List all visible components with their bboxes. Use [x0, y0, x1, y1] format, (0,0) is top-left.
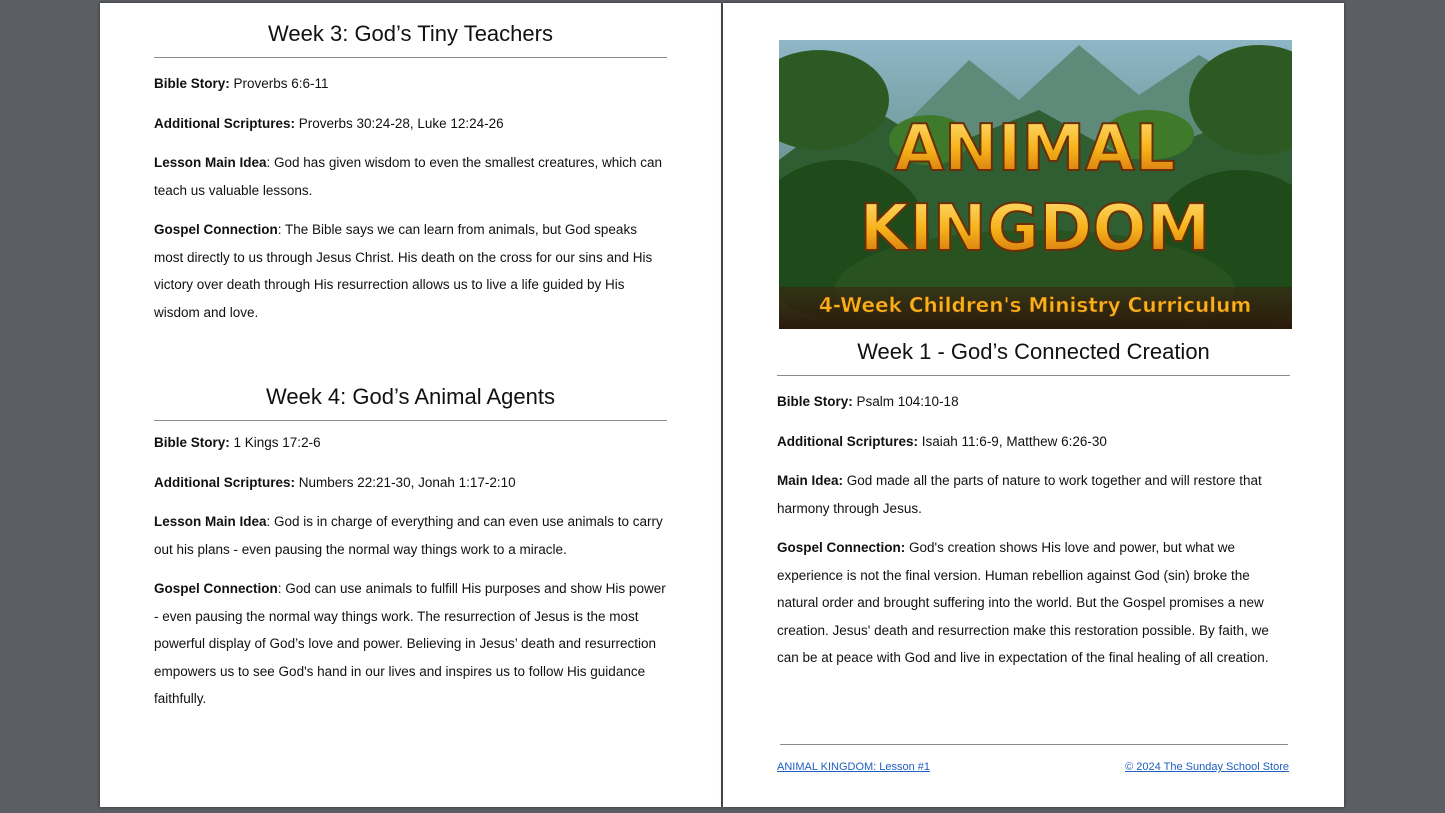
- week3-title: Week 3: God’s Tiny Teachers: [154, 21, 667, 58]
- bible-story-label: Bible Story:: [154, 76, 230, 91]
- week4-title: Week 4: God’s Animal Agents: [154, 384, 667, 421]
- week3-gospel-connection: [154, 216, 667, 326]
- bible-story-value: Psalm 104:10-18: [852, 394, 959, 409]
- week3-additional-scriptures: [154, 110, 667, 138]
- banner-title-line2: KINGDOM: [859, 192, 1211, 266]
- week4-main-idea: [154, 508, 667, 563]
- week4-gospel-connection: [154, 575, 667, 713]
- week1-gospel-connection: [777, 534, 1290, 672]
- week3-main-idea: [154, 149, 667, 204]
- gospel-connection-value: God's creation shows His love and power, but what we experience is not the final version. Human rebellion against God (sin) broke the natural order and brought suffering into the world. But the Gospel promises a new creation. Jesus' death and resurrection make this restoration possible. By faith, we can be at peace with God and live in expectation of the final healing of all creation.: [777, 540, 1269, 665]
- week4-additional-scriptures: [154, 469, 667, 497]
- main-idea-label: Main Idea:: [777, 473, 844, 488]
- bible-story-label: Bible Story:: [154, 435, 230, 450]
- week1-main-idea: [777, 467, 1290, 522]
- gospel-connection-label: Gospel Connection:: [777, 540, 906, 555]
- week1-title: Week 1 - God’s Connected Creation: [777, 339, 1290, 376]
- bible-story-value: 1 Kings 17:2-6: [229, 435, 321, 450]
- gospel-connection-label: Gospel Connection: [154, 222, 278, 237]
- additional-scriptures-label: Additional Scriptures:: [154, 474, 296, 490]
- main-idea-value: God made all the parts of nature to work together and will restore that harmony through Jesus.: [777, 473, 1262, 516]
- week1-bible-story: [777, 388, 1290, 416]
- week1-section: [777, 339, 1290, 672]
- footer-lesson-link[interactable]: ANIMAL KINGDOM: Lesson #1: [777, 761, 931, 773]
- week4-section: [154, 384, 667, 713]
- week4-bible-story: [154, 429, 667, 457]
- additional-scriptures-label: Additional Scriptures:: [777, 433, 919, 449]
- footer-copyright-link[interactable]: © 2024 The Sunday School Store: [1125, 761, 1289, 773]
- footer-divider: [780, 744, 1288, 745]
- gospel-connection-label: Gospel Connection: [154, 581, 278, 596]
- additional-scriptures-value: Isaiah 11:6-9, Matthew 6:26-30: [918, 433, 1107, 449]
- main-idea-label: Lesson Main Idea: [154, 155, 267, 170]
- main-idea-value: : God is in charge of everything and can even use animals to carry out his plans - even pausing the normal way things work to a miracle.: [154, 514, 663, 557]
- hero-banner-image: [779, 40, 1292, 329]
- banner-title-line1: ANIMAL: [894, 112, 1176, 186]
- week3-section: [154, 21, 667, 326]
- main-idea-label: Lesson Main Idea: [154, 514, 267, 529]
- banner-subtitle: 4-Week Children's Ministry Curriculum: [818, 293, 1252, 317]
- week3-bible-story: [154, 70, 667, 98]
- left-page: [100, 3, 721, 807]
- right-page: [723, 3, 1344, 807]
- additional-scriptures-value: Numbers 22:21-30, Jonah 1:17-2:10: [295, 474, 516, 490]
- bible-story-value: Proverbs 6:6-11: [229, 76, 329, 91]
- additional-scriptures-value: Proverbs 30:24-28, Luke 12:24-26: [295, 115, 504, 131]
- bible-story-label: Bible Story:: [777, 394, 853, 409]
- main-idea-value: : God has given wisdom to even the smallest creatures, which can teach us valuable lessons.: [154, 155, 662, 198]
- week1-additional-scriptures: [777, 428, 1290, 456]
- gospel-connection-value: : The Bible says we can learn from animals, but God speaks most directly to us through Jesus Christ. His death on the cross for our sins and His victory over death through His resurrection allows us to live a life guided by His wisdom and love.: [154, 222, 653, 320]
- gospel-connection-value: : God can use animals to fulfill His purposes and show His power - even pausing the normal way things work. The resurrection of Jesus is the most powerful display of God’s love and power. Believing in Jesus’ death and resurrection empowers us to see God's hand in our lives and inspires us to follow His guidance faithfully.: [154, 581, 666, 706]
- jungle-banner-graphic: [779, 40, 1292, 329]
- additional-scriptures-label: Additional Scriptures:: [154, 115, 296, 131]
